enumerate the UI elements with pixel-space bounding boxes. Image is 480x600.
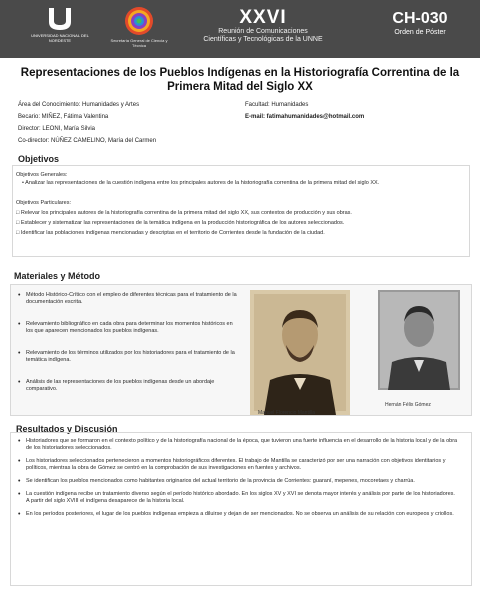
objetivos-general-item: • Analizar las representaciones de la cuestión indígena entre los principales autores de la historiografía correntina de la primera mitad del siglo XX. [22, 180, 380, 186]
poster-code-block [360, 10, 480, 37]
event-number: XXVI [239, 7, 287, 28]
secretaria-logo [108, 6, 170, 48]
objetivos-particular-item: □ Establecer y sistematizar las representaciones de la temática indígena en la producción historiográfica de los autores seleccionados. [16, 220, 345, 226]
list-item: • Relevamiento de los términos utilizados por los historiadores para el tratamiento de la temática indígena. [18, 350, 238, 364]
list-item: • Se identifican los pueblos mencionados como habitantes originarios del actual territorio de la provincia de Corrientes: guaraní, mepenes, mocoretaes y charrúa. [18, 478, 458, 485]
poster-type: Orden de Póster [394, 29, 446, 36]
unne-logo [30, 6, 90, 43]
list-item: • La cuestión indígena recibe un tratamiento diverso según el período histórico abordado. En los siglos XV y XVI se denota mayor interés y análisis por parte de los historiadores. A partir del siglo XVIII el indígena desaparece de la historia local. [18, 491, 458, 505]
objetivos-particular-item: □ Identificar las poblaciones indígenas mencionadas y descriptas en el territorio de Corrientes desde la fundación de la ciudad. [16, 230, 325, 236]
unne-emblem-icon [46, 6, 74, 32]
secretaria-emblem-icon [124, 6, 154, 36]
area-label: Área del Conocimiento: Humanidades y Artes [18, 102, 140, 108]
photo-caption-gomez: Hernán Félix Gómez [385, 402, 431, 408]
codirector-label: Co-director: NÚÑEZ CAMELINO, María del Carmen [18, 138, 157, 144]
list-item: • Relevamiento bibliográfico en cada obra para determinar los momentos históricos en los que aparecen mencionados los pueblos indígenas. [18, 321, 238, 335]
materiales-heading: Materiales y Método [14, 271, 101, 281]
list-item: • En los períodos posteriores, el lugar de los pueblos indígenas empieza a diluirse y dejan de ser mencionados. No se observa un análisis de su relación con europeos y criollos. [18, 511, 458, 518]
resultados-list [18, 438, 458, 524]
poster-title: Representaciones de los Pueblos Indígenas en la Historiografía Correntina de la Primera Mitad del Siglo XX [20, 67, 460, 93]
event-info [178, 8, 348, 44]
director-label: Director: LEONI, María Silvia [18, 126, 96, 132]
list-item: • Historiadores que se formaron en el contexto político y de la historiografía nacional de la época, que tuvieron una fuerte influencia en el desarrollo de la historia local y de la obra de los historiadores seleccionados. [18, 438, 458, 452]
objetivos-particular-item: □ Relevar los principales autores de la historiografía correntina de la primera mitad del siglo XX, sus contextos de producción y sus obras. [16, 210, 352, 216]
objetivos-general-label: Objetivos Generales: [16, 172, 68, 178]
list-item: • Análisis de las representaciones de los pueblos indígenas desde un abordaje comparativo. [18, 379, 238, 393]
objetivos-heading: Objetivos [18, 154, 60, 164]
portrait-mantilla [250, 290, 350, 415]
unne-caption: UNIVERSIDAD NACIONAL DEL NORDESTE [31, 33, 89, 43]
photo-caption-mantilla: Manuel Florencio Mantilla [258, 410, 315, 416]
list-item: • Método Histórico-Crítico con el empleo de diferentes técnicas para el tratamiento de la documentación escrita. [18, 292, 238, 306]
email-label: E-mail: fatimahumanidades@hotmail.com [245, 114, 365, 120]
portrait-gomez [378, 290, 460, 390]
list-item: • Los historiadores seleccionados pertenecieron a momentos historiográficos diferentes. El trabajo de Mantilla se caracterizó por ser una narración con objetivos identitarios y políticos, mientras la obra de Gómez se centró en la comprobación de sus investigaciones en fuentes y archivos. [18, 458, 458, 472]
event-subtitle: Científicas y Tecnológicas de la UNNE [203, 36, 323, 43]
objetivos-particular-label: Objetivos Particulares: [16, 200, 72, 206]
materiales-list [18, 292, 238, 408]
becario-label: Becario: MIÑEZ, Fátima Valentina [18, 114, 109, 120]
event-name: Reunión de Comunicaciones [218, 28, 308, 35]
facultad-label: Facultad: Humanidades [245, 102, 309, 108]
poster-header [0, 0, 480, 58]
secretaria-caption: Secretaría General de Ciencia y Técnica [110, 38, 168, 48]
poster-code: CH-030 [392, 10, 448, 27]
resultados-heading: Resultados y Discusión [16, 424, 118, 434]
